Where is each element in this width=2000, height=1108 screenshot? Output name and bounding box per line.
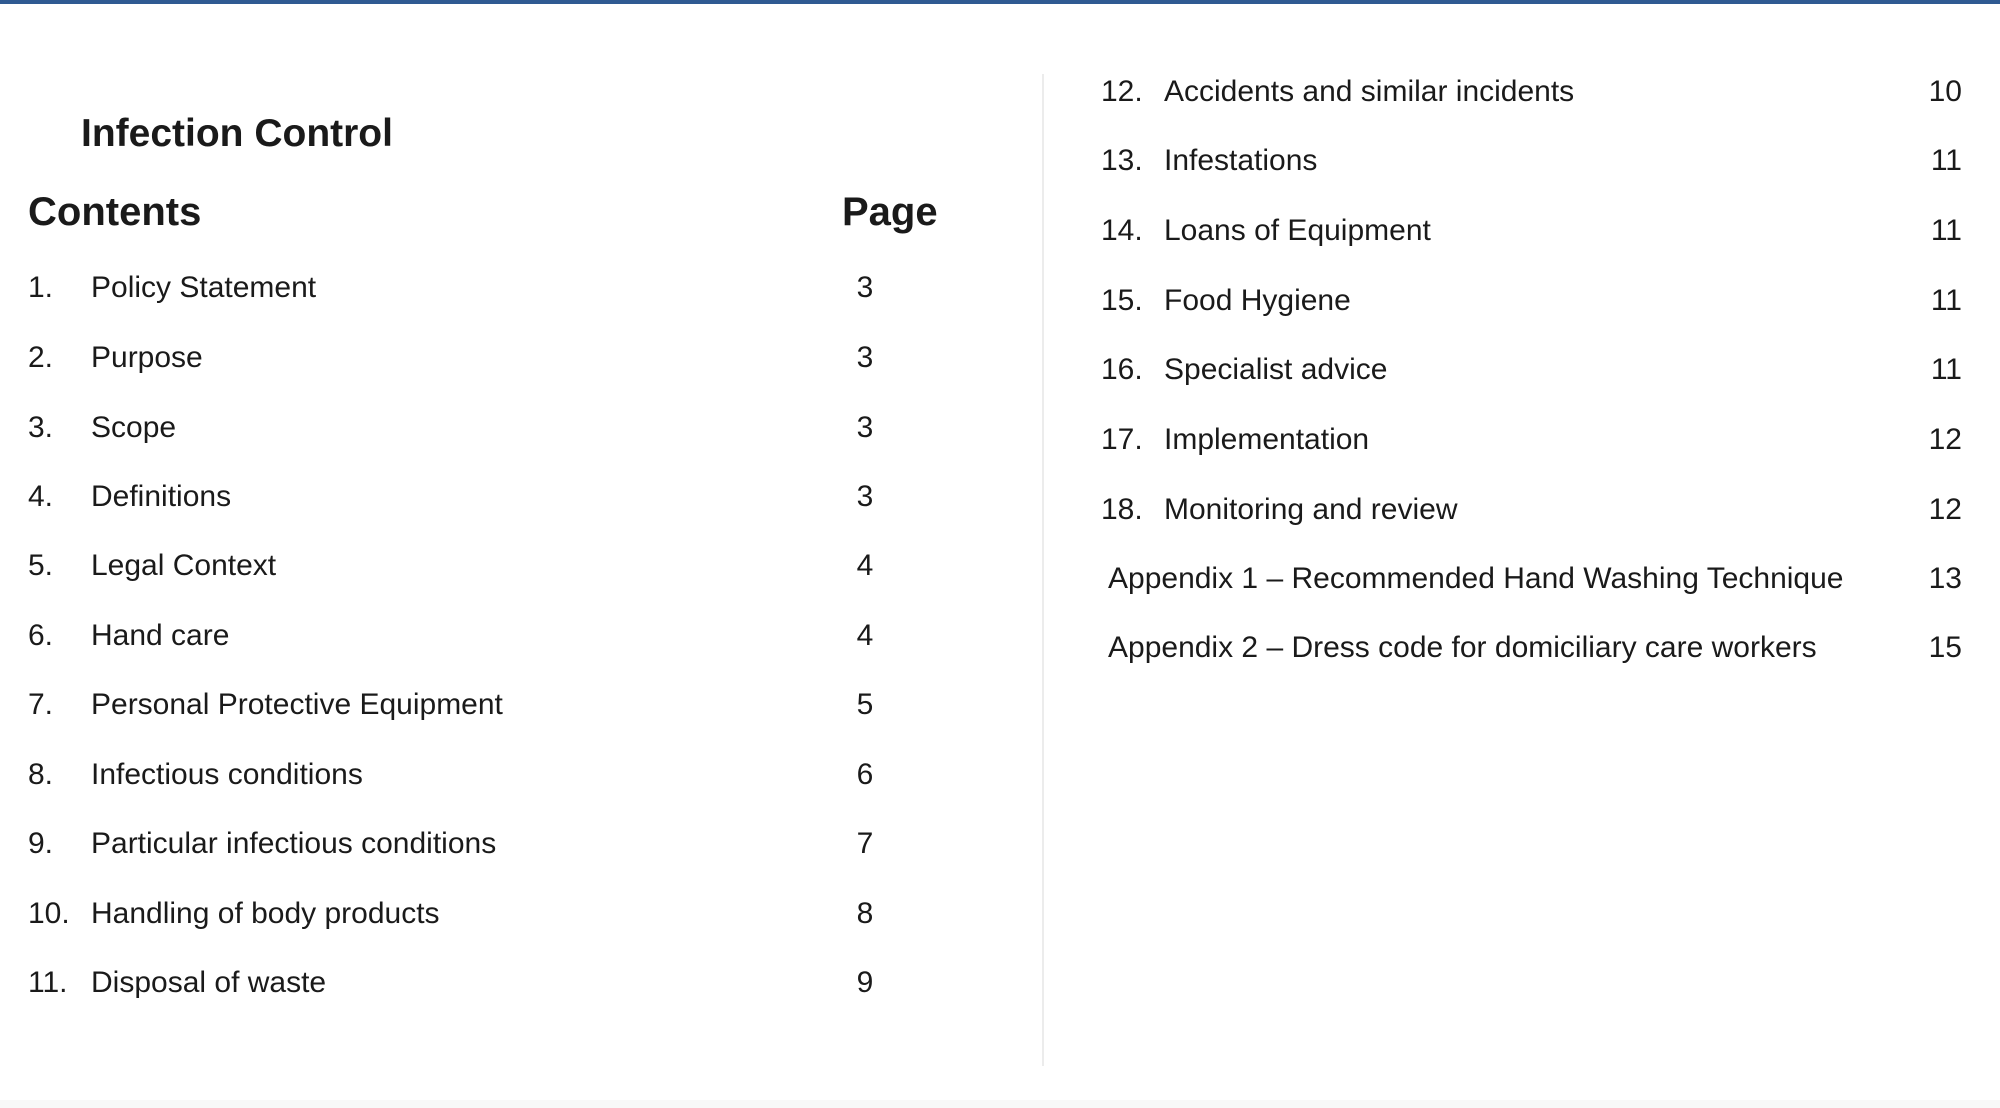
- toc-entry-title: Appendix 1 – Recommended Hand Washing Technique: [1108, 562, 1844, 595]
- toc-entry-number: 11.: [28, 966, 68, 999]
- toc-entry-infectious-conditions[interactable]: [0, 750, 1000, 800]
- toc-entry-title: Scope: [91, 411, 177, 444]
- toc-entry-number: 5.: [28, 549, 54, 582]
- toc-entry-page: 3: [856, 480, 874, 513]
- bottom-strip: [0, 1100, 2000, 1108]
- toc-entry-number: 13.: [1101, 144, 1143, 177]
- toc-entry-number: 15.: [1101, 284, 1143, 317]
- toc-entry-infestations[interactable]: [0, 136, 2000, 186]
- toc-entry-personal-protective-equipment[interactable]: [0, 680, 1000, 730]
- toc-entry-food-hygiene[interactable]: [0, 276, 2000, 326]
- document-title: Infection Control: [81, 112, 393, 155]
- toc-entry-number: 9.: [28, 827, 54, 860]
- toc-entry-number: 7.: [28, 688, 54, 721]
- toc-entry-number: 18.: [1101, 493, 1143, 526]
- toc-entry-page: 11: [1930, 353, 1962, 386]
- toc-entry-page: 7: [856, 827, 874, 860]
- toc-entry-title: Legal Context: [91, 549, 277, 582]
- toc-entry-appendix-2[interactable]: [0, 623, 2000, 673]
- toc-entry-number: 4.: [28, 480, 54, 513]
- toc-entry-title: Implementation: [1164, 423, 1370, 456]
- toc-entry-number: 3.: [28, 411, 54, 444]
- toc-entry-title: Hand care: [91, 619, 230, 652]
- toc-entry-number: 17.: [1101, 423, 1143, 456]
- toc-entry-page: 3: [856, 341, 874, 374]
- toc-entry-page: 11: [1930, 214, 1962, 247]
- toc-entry-page: 4: [856, 619, 874, 652]
- toc-entry-title: Monitoring and review: [1164, 493, 1458, 526]
- toc-entry-title: Purpose: [91, 341, 203, 374]
- toc-entry-title: Food Hygiene: [1164, 284, 1351, 317]
- toc-entry-specialist-advice[interactable]: [0, 345, 2000, 395]
- toc-entry-title: Policy Statement: [91, 271, 317, 304]
- toc-entry-page: 11: [1930, 144, 1962, 177]
- toc-entry-page: 9: [856, 966, 874, 999]
- toc-entry-number: 2.: [28, 341, 54, 374]
- toc-entry-page: 3: [856, 411, 874, 444]
- toc-entry-page: 12: [1928, 493, 1962, 526]
- toc-entry-number: 16.: [1101, 353, 1143, 386]
- toc-entry-title: Infectious conditions: [91, 758, 363, 791]
- top-accent-rule: [0, 0, 2000, 4]
- toc-entry-particular-infectious-conditions[interactable]: [0, 819, 1000, 869]
- toc-entry-title: Accidents and similar incidents: [1164, 75, 1575, 108]
- toc-entry-page: 10: [1928, 75, 1962, 108]
- toc-entry-disposal-of-waste[interactable]: [0, 958, 1000, 1008]
- toc-entry-title: Appendix 2 – Dress code for domiciliary care workers: [1108, 631, 1817, 664]
- toc-entry-handling-of-body-products[interactable]: [0, 889, 1000, 939]
- toc-entry-title: Specialist advice: [1164, 353, 1388, 386]
- toc-entry-appendix-1[interactable]: [0, 554, 2000, 604]
- toc-entry-page: 8: [856, 897, 874, 930]
- toc-entry-implementation[interactable]: [0, 415, 2000, 465]
- toc-entry-number: 14.: [1101, 214, 1143, 247]
- toc-entry-number: 10.: [28, 897, 70, 930]
- toc-entry-page: 15: [1928, 631, 1962, 664]
- toc-entry-page: 12: [1928, 423, 1962, 456]
- toc-entry-number: 8.: [28, 758, 54, 791]
- toc-entry-number: 1.: [28, 271, 54, 304]
- contents-heading: Contents: [28, 190, 202, 234]
- toc-entry-number: 12.: [1101, 75, 1143, 108]
- toc-entry-page: 5: [856, 688, 874, 721]
- toc-entry-page: 3: [856, 271, 874, 304]
- toc-entry-page: 13: [1928, 562, 1962, 595]
- toc-entry-monitoring-and-review[interactable]: [0, 485, 2000, 535]
- toc-entry-title: Loans of Equipment: [1164, 214, 1431, 247]
- toc-entry-title: Infestations: [1164, 144, 1318, 177]
- toc-entry-page: 11: [1930, 284, 1962, 317]
- toc-entry-loans-of-equipment[interactable]: [0, 206, 2000, 256]
- toc-entry-number: 6.: [28, 619, 54, 652]
- toc-entry-title: Definitions: [91, 480, 232, 513]
- toc-entry-accidents[interactable]: [0, 67, 2000, 117]
- toc-entry-title: Disposal of waste: [91, 966, 327, 999]
- toc-entry-title: Particular infectious conditions: [91, 827, 497, 860]
- toc-entry-page: 6: [856, 758, 874, 791]
- page-column-heading: Page: [842, 190, 938, 234]
- toc-entry-page: 4: [856, 549, 874, 582]
- toc-entry-title: Handling of body products: [91, 897, 440, 930]
- toc-entry-title: Personal Protective Equipment: [91, 688, 503, 721]
